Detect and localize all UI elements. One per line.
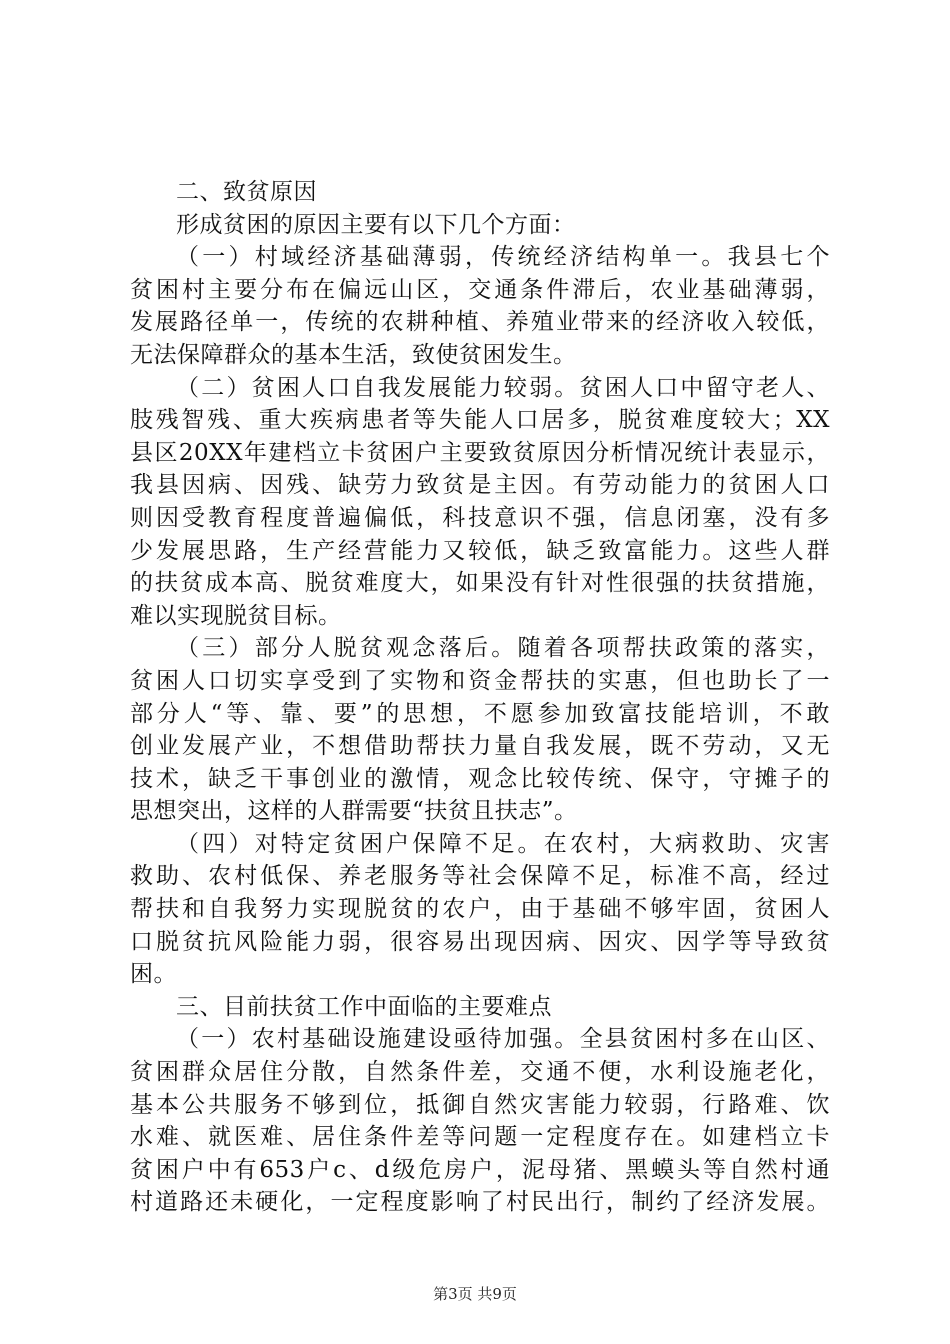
paragraph-line: 创业发展产业，不想借助帮扶力量自我发展，既不劳动，又无: [130, 733, 830, 760]
paragraph-line: 我县因病、因残、缺劳力致贫是主因。有劳动能力的贫困人口: [130, 472, 830, 499]
paragraph-line: 基本公共服务不够到位，抵御自然灾害能力较弱，行路难、饮: [130, 1091, 830, 1118]
page-footer: 第3页 共9页: [433, 1285, 517, 1303]
paragraph-line: 肢残智残、重大疾病患者等失能人口居多，脱贫难度较大；XX: [130, 407, 830, 434]
paragraph-line: 技术，缺乏干事创业的激情，观念比较传统、保守，守摊子的: [130, 765, 830, 792]
paragraph-line: 难以实现脱贫目标。: [130, 602, 342, 629]
paragraph-line: 少发展思路，生产经营能力又较低，缺乏致富能力。这些人群: [130, 537, 830, 564]
paragraph-line: 贫困户中有653户c、d级危房户，泥母猪、黑蟆头等自然村通: [130, 1156, 830, 1183]
paragraph-line: 形成贫困的原因主要有以下几个方面：: [176, 211, 576, 238]
paragraph-line: 贫困群众居住分散，自然条件差，交通不便，水利设施老化，: [130, 1059, 830, 1086]
paragraph-line: 水难、就医难、居住条件差等问题一定程度存在。如建档立卡: [130, 1124, 830, 1151]
paragraph-line: 帮扶和自我努力实现脱贫的农户，由于基础不够牢固，贫困人: [130, 896, 830, 923]
paragraph-line: 贫困村主要分布在偏远山区，交通条件滞后，农业基础薄弱，: [130, 276, 830, 303]
paragraph-line: 贫困人口切实享受到了实物和资金帮扶的实惠，但也助长了一: [130, 667, 830, 694]
document-body: [130, 176, 830, 1219]
paragraph-line: 救助、农村低保、养老服务等社会保障不足，标准不高，经过: [130, 863, 830, 890]
section-heading-2: 二、致贫原因: [176, 179, 317, 205]
paragraph-line: 部分人“等、靠、要”的思想，不愿参加致富技能培训，不敢: [130, 700, 830, 727]
paragraph-line: 的扶贫成本高、脱贫难度大，如果没有针对性很强的扶贫措施，: [130, 570, 830, 597]
paragraph-line: 无法保障群众的基本生活，致使贫困发生。: [130, 341, 577, 368]
paragraph-line: （三）部分人脱贫观念落后。随着各项帮扶政策的落实，: [176, 635, 830, 662]
paragraph-line: （一）农村基础设施建设亟待加强。全县贫困村多在山区、: [176, 1026, 830, 1053]
paragraph-line: （四）对特定贫困户保障不足。在农村，大病救助、灾害: [176, 830, 830, 857]
paragraph-line: （二）贫困人口自我发展能力较弱。贫困人口中留守老人、: [176, 374, 830, 401]
paragraph-line: 困。: [130, 961, 177, 988]
paragraph-line: （一）村域经济基础薄弱，传统经济结构单一。我县七个: [176, 244, 830, 271]
section-heading-3: 三、目前扶贫工作中面临的主要难点: [176, 993, 552, 1020]
paragraph-line: 村道路还未硬化，一定程度影响了村民出行，制约了经济发展。: [130, 1189, 830, 1216]
paragraph-line: 口脱贫抗风险能力弱，很容易出现因病、因灾、因学等导致贫: [130, 928, 830, 955]
paragraph-line: 思想突出，这样的人群需要“扶贫且扶志”。: [130, 798, 578, 825]
paragraph-line: 则因受教育程度普遍偏低，科技意识不强，信息闭塞，没有多: [130, 504, 830, 531]
paragraph-line: 县区20XX年建档立卡贫困户主要致贫原因分析情况统计表显示，: [130, 439, 830, 466]
paragraph-line: 发展路径单一，传统的农耕种植、养殖业带来的经济收入较低，: [130, 309, 830, 336]
